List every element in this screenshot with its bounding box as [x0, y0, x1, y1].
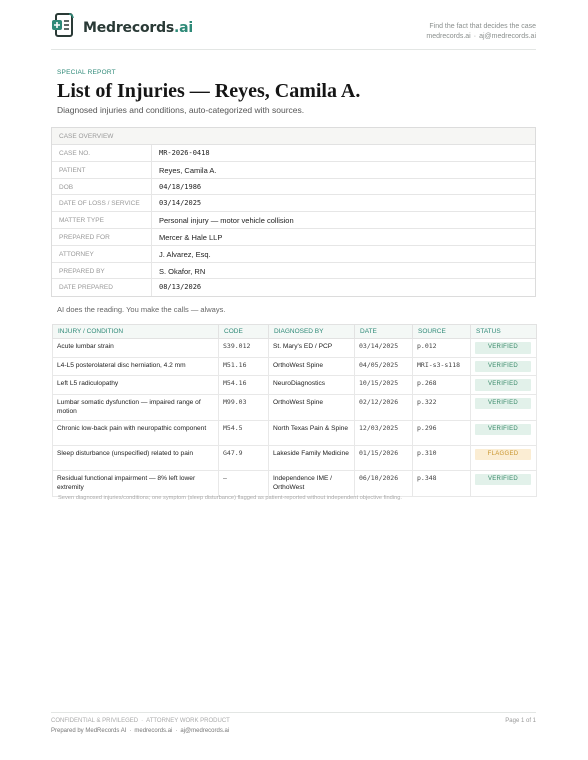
table-row	[53, 394, 537, 420]
status-badge: VERIFIED	[475, 379, 531, 391]
ai-disclaimer-note: AI does the reading. You make the calls — always.	[57, 305, 226, 314]
date-cell: 01/15/2026	[355, 445, 413, 470]
patient-value: Reyes, Camila A.	[159, 165, 217, 175]
code-cell: —	[219, 470, 269, 496]
diagnosed-by-cell: Lakeside Family Medicine	[269, 445, 355, 470]
column-header-diagnosed-by: DIAGNOSED BY	[269, 325, 355, 339]
column-header-code: CODE	[219, 325, 269, 339]
matter-type-value: Personal injury — motor vehicle collision	[159, 216, 294, 226]
report-kicker: SPECIAL REPORT	[57, 69, 116, 76]
overview-label: PREPARED FOR	[52, 229, 152, 245]
footer-email-link[interactable]: aj@medrecords.ai	[180, 728, 230, 734]
code-cell: M54.16	[219, 376, 269, 395]
condition-cell: Chronic low-back pain with neuropathic component	[53, 420, 219, 445]
overview-label: DATE PREPARED	[52, 279, 152, 296]
attorney-value: J. Alvarez, Esq.	[159, 249, 211, 259]
overview-row	[52, 279, 535, 296]
source-link[interactable]: p.012	[413, 339, 471, 358]
source-link[interactable]: p.296	[413, 420, 471, 445]
status-cell	[471, 420, 537, 445]
page-header	[51, 12, 536, 50]
overview-row	[52, 179, 535, 196]
date-cell: 04/05/2025	[355, 357, 413, 376]
table-row	[53, 339, 537, 358]
header-email-link[interactable]: aj@medrecords.ai	[479, 33, 536, 40]
overview-row	[52, 162, 535, 179]
column-header-source: SOURCE	[413, 325, 471, 339]
code-cell: M51.16	[219, 357, 269, 376]
source-link[interactable]: p.322	[413, 394, 471, 420]
summary-note: Seven diagnosed injuries/conditions; one symptom (sleep disturbance) flagged as patient-reported without independent objective finding.	[58, 495, 402, 501]
footer-website-link[interactable]: medrecords.ai	[134, 728, 173, 734]
table-row	[53, 376, 537, 395]
page-footer	[51, 712, 536, 734]
header-contact: medrecords.ai · aj@medrecords.ai	[426, 33, 536, 40]
header-tagline: Find the fact that decides the case	[429, 23, 536, 30]
column-header-status: STATUS	[471, 325, 537, 339]
header-website-link[interactable]: medrecords.ai	[426, 33, 471, 40]
footer-confidentiality: CONFIDENTIAL & PRIVILEGED · ATTORNEY WORK PRODUCT	[51, 718, 230, 724]
status-badge: VERIFIED	[475, 342, 531, 354]
case-overview-table	[51, 127, 536, 297]
page-number: Page 1 of 1	[505, 718, 536, 724]
column-header-date: DATE	[355, 325, 413, 339]
overview-label: CASE NO.	[52, 145, 152, 161]
code-cell: M99.03	[219, 394, 269, 420]
condition-cell: L4-L5 posterolateral disc herniation, 4.2 mm	[53, 357, 219, 376]
code-cell: G47.9	[219, 445, 269, 470]
code-cell: M54.5	[219, 420, 269, 445]
case-overview-heading: CASE OVERVIEW	[52, 128, 535, 145]
code-cell: S39.012	[219, 339, 269, 358]
overview-label: PREPARED BY	[52, 263, 152, 279]
source-link[interactable]: p.268	[413, 376, 471, 395]
diagnosed-by-cell: Independence IME / OrthoWest	[269, 470, 355, 496]
status-badge: VERIFIED	[475, 361, 531, 373]
table-row	[53, 420, 537, 445]
status-badge: VERIFIED	[475, 424, 531, 436]
source-link[interactable]: p.310	[413, 445, 471, 470]
injuries-table	[52, 324, 537, 497]
condition-cell: Residual functional impairment — 8% left lower extremity	[53, 470, 219, 496]
dob-value: 04/18/1986	[159, 182, 202, 191]
case-number-value: MR-2026-0418	[159, 149, 210, 157]
date-cell: 03/14/2025	[355, 339, 413, 358]
overview-label: ATTORNEY	[52, 246, 152, 262]
status-cell	[471, 376, 537, 395]
status-cell	[471, 445, 537, 470]
date-cell: 10/15/2025	[355, 376, 413, 395]
diagnosed-by-cell: OrthoWest Spine	[269, 357, 355, 376]
status-badge: VERIFIED	[475, 398, 531, 410]
overview-row	[52, 195, 535, 212]
status-badge: FLAGGED	[475, 449, 531, 461]
date-cell: 12/03/2025	[355, 420, 413, 445]
medrecords-logo-icon	[51, 12, 77, 43]
overview-label: PATIENT	[52, 162, 152, 178]
overview-row	[52, 246, 535, 263]
prepared-by-value: S. Okafor, RN	[159, 266, 206, 276]
diagnosed-by-cell: NeuroDiagnostics	[269, 376, 355, 395]
date-of-loss-value: 03/14/2025	[159, 199, 202, 208]
status-cell	[471, 357, 537, 376]
condition-cell: Left L5 radiculopathy	[53, 376, 219, 395]
overview-row	[52, 145, 535, 162]
overview-label: DATE OF LOSS / SERVICE	[52, 195, 152, 211]
page-title: List of Injuries — Reyes, Camila A.	[57, 80, 361, 102]
footer-prepared-by: Prepared by MedRecords AI · medrecords.ai · aj@medrecords.ai	[51, 728, 230, 734]
table-row	[53, 470, 537, 496]
table-row	[53, 445, 537, 470]
table-row	[53, 357, 537, 376]
prepared-for-value: Mercer & Hale LLP	[159, 232, 223, 242]
status-cell	[471, 339, 537, 358]
page-subtitle: Diagnosed injuries and conditions, auto-categorized with sources.	[57, 105, 305, 115]
date-cell: 06/10/2026	[355, 470, 413, 496]
status-badge: VERIFIED	[475, 474, 531, 486]
overview-row	[52, 263, 535, 280]
brand	[51, 12, 193, 43]
overview-row	[52, 229, 535, 246]
condition-cell: Acute lumbar strain	[53, 339, 219, 358]
overview-row	[52, 212, 535, 229]
brand-name: Medrecords.ai	[83, 19, 193, 36]
date-prepared-value: 08/13/2026	[159, 283, 202, 292]
date-cell: 02/12/2026	[355, 394, 413, 420]
status-cell	[471, 470, 537, 496]
column-header-condition: INJURY / CONDITION	[53, 325, 219, 339]
diagnosed-by-cell: OrthoWest Spine	[269, 394, 355, 420]
overview-label: DOB	[52, 179, 152, 195]
condition-cell: Lumbar somatic dysfunction — impaired range of motion	[53, 394, 219, 420]
table-header-row	[53, 325, 537, 339]
source-link[interactable]: MRI-s3-s118	[413, 357, 471, 376]
overview-label: MATTER TYPE	[52, 212, 152, 228]
condition-cell: Sleep disturbance (unspecified) related to pain	[53, 445, 219, 470]
diagnosed-by-cell: North Texas Pain & Spine	[269, 420, 355, 445]
status-cell	[471, 394, 537, 420]
diagnosed-by-cell: St. Mary's ED / PCP	[269, 339, 355, 358]
source-link[interactable]: p.348	[413, 470, 471, 496]
